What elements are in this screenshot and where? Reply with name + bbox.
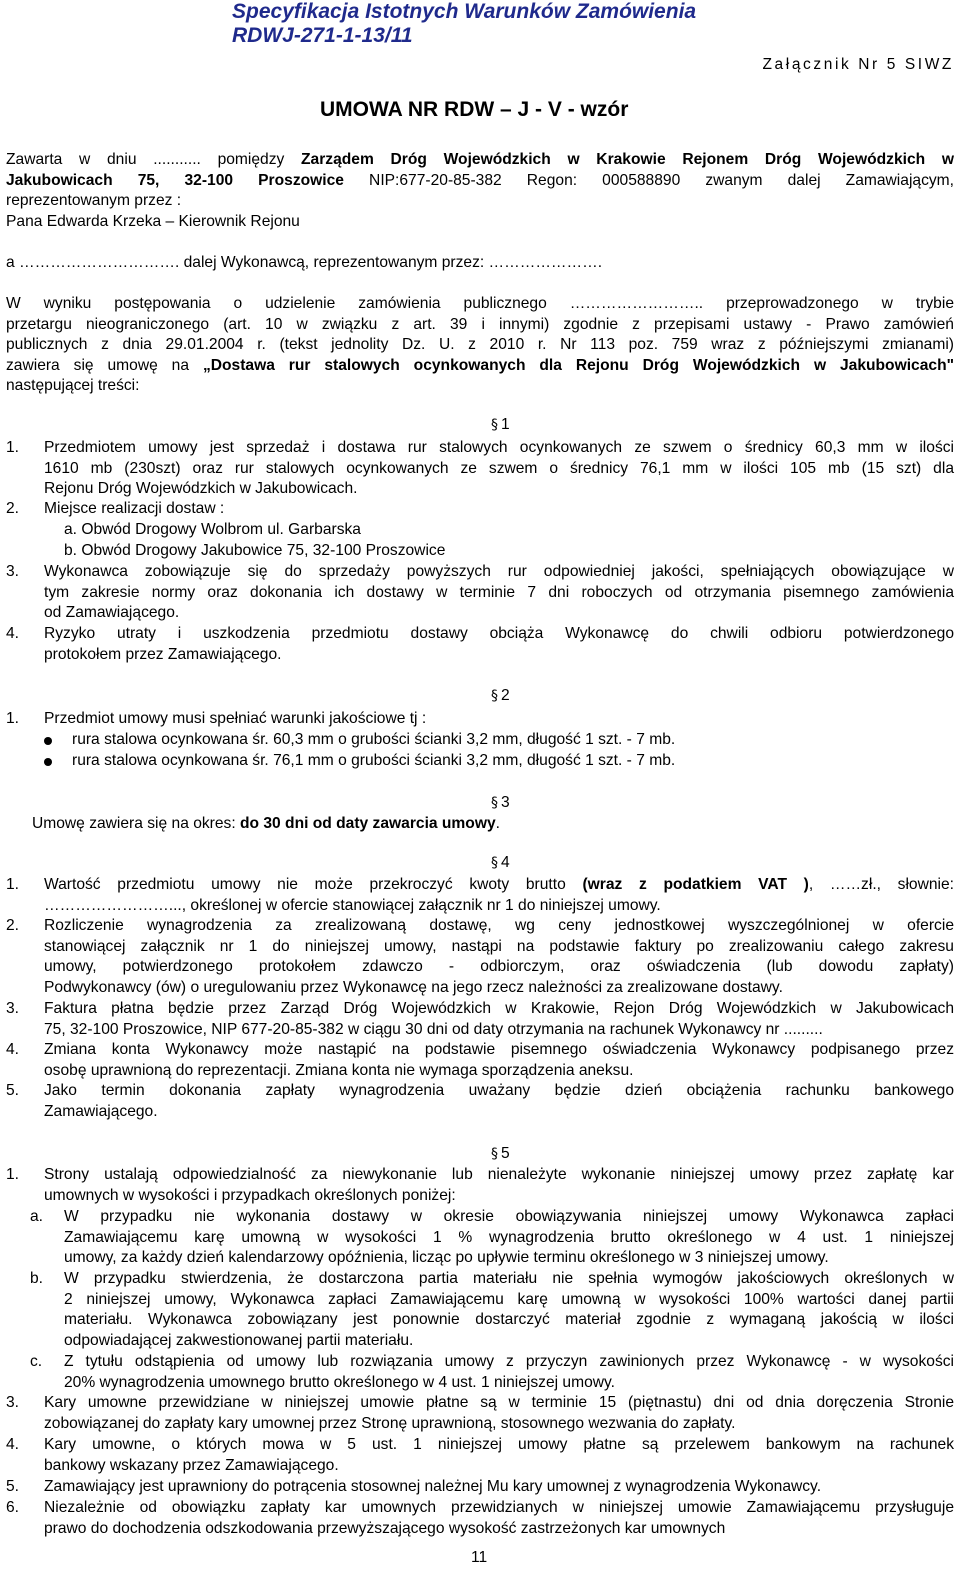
item-number: 5. [6,1082,20,1099]
spec-title: Specyfikacja Istotnych Warunków Zamówienia [232,0,697,23]
item-line: 20% wynagrodzenia umownego brutto określonego w 4 ust. 1 niniejszej umowy. [64,1373,615,1391]
contract-title: UMOWA NR RDW – J - V - wzór [320,98,629,121]
item-body [44,1477,954,1498]
section-heading [491,686,510,707]
employer-address: Jakubowicach 75, 32-100 Proszowice [6,171,344,189]
item-line: materiału. Wykonawca zobowiązany jest ponownie dostarczyć materiał zgodnie z wymaganą jakością w ilości [64,1311,954,1328]
item-body [44,1081,954,1122]
item-line: Niezależnie od obowiązku zapłaty kar umownych przewidzianych w niniejszej umowie Zamawiającemu przysługuje [44,1499,954,1516]
item-body [64,1207,954,1269]
period-text: Umowę zawiera się na okres: [32,815,240,832]
item-line: umowy, potwierdzonego protokołem zdawczo - odbiorczym, oraz oświadczenia (lub dowodu zapłaty) [44,958,954,975]
item-number: 1. [6,876,20,893]
item-body [44,1498,954,1539]
procedure-line: następującej treści: [6,377,140,394]
item-body [64,1352,954,1393]
item-number: 6. [6,1499,20,1516]
item-line: stanowiącej załącznik nr 1 do niniejszej umowy, nastąpi na podstawie faktury po zrealizowaniu całego zakresu [44,937,954,955]
section-number: 1 [501,416,510,433]
procedure-line: W wyniku postępowania o udzielenie zamówienia publicznego …………………….. przeprowadzonego w trybie [6,295,954,312]
item-line: protokołem przez Zamawiającego. [44,645,282,663]
item-line: Przedmiotem umowy jest sprzedaż i dostawa rur stalowych ocynkowanych ze szwem o średnicy 60,3 mm w ilości [44,439,954,456]
item-line: Wykonawca zobowiązuje się do sprzedaży powyższych rur odpowiedniej jakości, spełniających obowiązujące w [44,563,954,580]
item-number: 1. [6,439,20,456]
section-heading [491,793,510,814]
item-body [44,875,954,916]
item-line: Jako termin dokonania zapłaty wynagrodzenia uważany będzie dzień obciążenia rachunku bankowego [44,1082,954,1099]
item-line: W przypadku nie wykonania dostawy w okresie obowiązywania niniejszej umowy Wykonawca zapłaci [64,1208,954,1225]
item-letter: c. [30,1353,43,1370]
employer-ids: NIP:677-20-85-382 Regon: 000588890 zwanym dalej Zamawiającym, [343,171,954,189]
item-line: Podwykonawcy (ów) o uregulowaniu przez Wykonawcę na jego rzecz należności za zrealizowane dostawy. [44,978,783,996]
section-number: 2 [501,687,510,704]
item-line: Strony ustalają odpowiedzialność za niewykonanie lub nienależyte wykonanie niniejszej umowy przez zapłatę kar [44,1166,954,1183]
item-line: umowy, za każdy dzień kalendarzowy opóźnienia, licząc po upływie terminu określonego w 3 niniejszej umowy. [64,1249,829,1266]
contract-period [32,814,500,835]
item-line: Ryzyko utraty i uszkodzenia przedmiotu dostawy obciąża Wykonawcę do chwili odbioru potwierdzonego [44,625,954,642]
item-body [44,709,954,730]
item-number: 4. [6,1041,20,1058]
item-letter: b. [30,1270,44,1287]
item-body [44,999,954,1040]
item-body [44,624,954,665]
item-line: Miejsce realizacji dostaw : [44,500,225,517]
intro-line [6,150,954,171]
item-line: tym zakresie normy oraz dokonania ich dostawy w terminie 7 dni roboczych od otrzymania pisemnego zamówienia [44,583,954,601]
item-line: zobowiązanej do zapłaty kary umownej przez Stronę uprawnioną, stosownego wezwania do zapłaty. [44,1414,736,1432]
item-body [44,1435,954,1476]
item-body [44,916,954,998]
item-line: Kary umowne przewidziane w niniejszej umowie płatne są w terminie 15 (piętnastu) dni od dnia doręczenia Stronie [44,1394,954,1411]
item-line: Zamawiającemu karę umowną w wysokości 1 % wynagrodzenia brutto określonego w 4 ust. 1 niniejszej [64,1228,954,1246]
period-end: . [495,815,500,832]
item-line: bankowy wskazany przez Zamawiającego. [44,1456,339,1474]
section-number: 3 [501,794,510,811]
item-number: 3. [6,563,20,580]
item-line: Przedmiot umowy musi spełniać warunki jakościowe tj : [44,710,427,727]
intro-line [6,171,954,192]
item-line: ……………………..., określonej w ofercie stanowiącej załącznik nr 1 do niniejszej umowy. [44,896,661,914]
quality-item: rura stalowa ocynkowana śr. 76,1 mm o grubości ścianki 3,2 mm, długość 1 szt. - 7 mb. [72,752,676,769]
intro-paragraph [6,150,954,232]
item-body [44,499,954,520]
paragraph-sign: § [491,688,498,704]
item-line: Z tytułu odstąpienia od umowy lub rozwiązania umowy z przyczyn zawinionych przez Wykonawcę - w wysokości [64,1353,954,1370]
intro-line: Pana Edwarda Krzeka – Kierownik Rejonu [6,212,300,230]
order-subject: „Dostawa rur stalowych ocynkowanych dla Rejonu Dróg Wojewódzkich w Jakubowicach" [202,356,954,374]
section-number: 5 [501,1145,510,1162]
procedure-text: zawiera się umowę na [6,356,203,374]
item-number: 3. [6,1000,20,1017]
item-number: 1. [6,710,20,727]
item-line: Kary umowne, o których mowa w 5 ust. 1 niniejszej umowy płatne są przelewem bankowym na rachunek [44,1436,954,1453]
item-line: od Zamawiającego. [44,604,180,621]
bullet-icon [44,758,52,766]
item-line: umownych w wysokości i przypadkach określonych poniżej: [44,1186,456,1204]
item-body [44,562,954,624]
vat-note: (wraz z podatkiem VAT ) [582,876,809,893]
section-heading [491,1144,510,1165]
procedure-paragraph [6,294,954,397]
item-line [44,875,954,896]
paragraph-sign: § [491,855,498,871]
section-heading [491,415,510,436]
item-letter: a. [30,1208,44,1225]
paragraph-sign: § [491,795,498,811]
item-number: 5. [6,1478,20,1495]
intro-line: reprezentowanym przez : [6,192,182,209]
bullet-icon [44,737,52,745]
procedure-line: przetargu nieograniczonego (art. 10 w związku z art. 39 i innymi) zgodnie z przepisami ustawy - Prawo zamówień [6,315,954,333]
item-line: Zmiana konta Wykonawcy może nastąpić na podstawie pisemnego oświadczenia Wykonawcy podpisanego przez [44,1041,954,1058]
item-number: 4. [6,1436,20,1453]
item-line: 1610 mb (230szt) oraz rur stalowych ocynkowanych ze szwem o średnicy 76,1 mm w ilości 105 mb (15 szt) dla [44,459,954,477]
item-line: Faktura płatna będzie przez Zarząd Dróg Wojewódzkich w Krakowie, Rejon Dróg Wojewódzkich w Jakubowicach [44,1000,954,1017]
item-line: 2 niniejszej umowy, Wykonawca zapłaci Zamawiającemu karę umowną w wysokości 100% wartości danej partii [64,1290,954,1308]
procedure-line: publicznych z dnia 29.01.2004 r. (tekst jednolity Dz. U. z 2010 r. Nr 113 poz. 759 wraz z późniejszymi zmianami) [6,336,954,353]
item-line: Rejonu Dróg Wojewódzkich w Jakubowicach. [44,480,358,497]
quality-item: rura stalowa ocynkowana śr. 60,3 mm o grubości ścianki 3,2 mm, długość 1 szt. - 7 mb. [72,731,676,748]
contractor-line: a …………………………. dalej Wykonawcą, reprezentowanym przez: …………………. [6,254,603,271]
intro-text: Zawarta w dniu ........... pomiędzy [6,151,302,168]
paragraph-sign: § [491,417,498,433]
item-line: W przypadku stwierdzenia, że dostarczona partia materiału nie spełnia wymogów jakościowych określonych w [64,1270,954,1287]
item-line: Rozliczenie wynagrodzenia za zrealizowaną dostawę, wg ceny jednostkowej wyszczególnionej w ofercie [44,917,954,934]
paragraph-sign: § [491,1146,498,1162]
item-body [64,1269,954,1351]
section-number: 4 [501,854,510,871]
value-text: , ……zł., słownie: [808,876,954,893]
item-line: Zamawiający jest uprawniony do potrącenia stosownej należnej Mu kary umownej z wynagrodzenia Wykonawcy. [44,1478,822,1495]
sub-item: a. Obwód Drogowy Wolbrom ul. Garbarska [64,521,361,538]
item-body [44,1040,954,1081]
item-number: 1. [6,1166,20,1183]
item-line: 75, 32-100 Proszowice, NIP 677-20-85-382 w ciągu 30 dni od daty otrzymania na rachunek Wykonawcy nr ......... [44,1020,823,1038]
item-number: 3. [6,1394,20,1411]
item-body [44,438,954,500]
employer-name: Zarządem Dróg Wojewódzkich w Krakowie Rejonem Dróg Wojewódzkich w [301,151,954,168]
procedure-line [6,356,954,377]
sub-item: b. Obwód Drogowy Jakubowice 75, 32-100 Proszowice [64,542,446,559]
item-body [44,1393,954,1434]
section-heading [491,853,510,874]
value-text: Wartość przedmiotu umowy nie może przekroczyć kwoty brutto [44,876,583,893]
item-number: 4. [6,625,20,642]
item-line: odpowiadającej zakwestionowanej partii materiału. [64,1331,414,1349]
period-value: do 30 dni od daty zawarcia umowy [240,815,496,832]
item-line: Zamawiającego. [44,1102,158,1120]
spec-number: RDWJ-271-1-13/11 [232,24,413,47]
item-line: prawo do dochodzenia odszkodowania przewyższającego wysokość zastrzeżonych kar umownych [44,1519,726,1537]
item-number: 2. [6,500,20,517]
item-line: osobę uprawnioną do reprezentacji. Zmiana konta nie wymaga sporządzenia aneksu. [44,1061,634,1079]
item-body [44,1165,954,1206]
item-number: 2. [6,917,20,934]
attachment-label: Załącznik Nr 5 SIWZ [762,56,954,73]
page-number: 11 [471,1549,488,1566]
